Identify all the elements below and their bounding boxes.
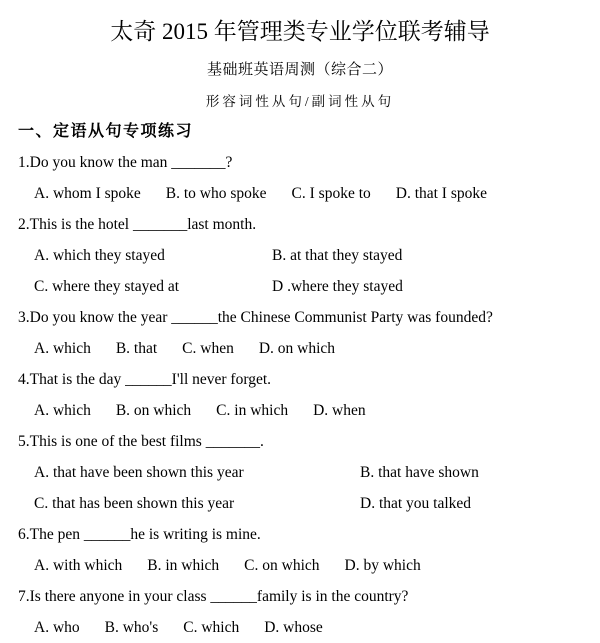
section-heading: 一、定语从句专项练习 <box>18 123 194 140</box>
options-row <box>18 457 582 488</box>
option: A. which <box>34 340 91 357</box>
document-subtitle: 基础班英语周测（综合二） <box>206 62 393 78</box>
question-stem: 6.The pen ______he is writing is mine. <box>18 526 261 543</box>
option: D. whose <box>264 619 323 636</box>
question-stem: 2.This is the hotel _______last month. <box>18 216 257 233</box>
options-row <box>18 178 582 209</box>
option: C. when <box>182 340 234 357</box>
option: B. that <box>115 340 158 357</box>
option: B. that have shown <box>360 464 479 481</box>
question-list <box>18 147 582 643</box>
question-6 <box>18 519 582 581</box>
options-row <box>18 271 582 302</box>
option: C. where they stayed at <box>34 278 180 295</box>
question-5 <box>18 426 582 519</box>
option: D. on which <box>258 340 336 357</box>
question-stem: 7.Is there anyone in your class ______family is in the country? <box>18 588 409 605</box>
options-row <box>18 395 582 426</box>
option: C. in which <box>216 402 289 419</box>
options-row <box>18 333 582 364</box>
option: C. I spoke to <box>291 185 371 202</box>
options-row <box>18 612 582 643</box>
option: C. that has been shown this year <box>34 495 235 512</box>
option: A. with which <box>34 557 123 574</box>
option: A. that have been shown this year <box>34 464 244 481</box>
options-row <box>18 488 582 519</box>
option: C. which <box>183 619 240 636</box>
option: D. that I spoke <box>395 185 488 202</box>
option: A. which <box>34 402 91 419</box>
option: A. which they stayed <box>34 247 165 264</box>
question-1 <box>18 147 582 209</box>
question-3 <box>18 302 582 364</box>
document-topic: 形容词性从句/副词性从句 <box>205 94 395 109</box>
question-stem: 4.That is the day ______I'll never forget. <box>18 371 272 388</box>
option: B. on which <box>115 402 192 419</box>
question-stem: 5.This is one of the best films _______. <box>18 433 264 450</box>
option: B. in which <box>147 557 220 574</box>
question-stem: 1.Do you know the man _______? <box>18 154 233 171</box>
option: C. on which <box>244 557 320 574</box>
option: B. who's <box>104 619 159 636</box>
option: D .where they stayed <box>272 278 403 295</box>
option: D. when <box>313 402 366 419</box>
question-4 <box>18 364 582 426</box>
options-row <box>18 550 582 581</box>
question-7 <box>18 581 582 643</box>
option: A. who <box>34 619 80 636</box>
options-row <box>18 240 582 271</box>
question-stem: 3.Do you know the year ______the Chinese Communist Party was founded? <box>18 309 493 326</box>
option: A. whom I spoke <box>34 185 141 202</box>
option: B. to who spoke <box>165 185 267 202</box>
document-title: 太奇 2015 年管理类专业学位联考辅导 <box>110 19 490 44</box>
option: B. at that they stayed <box>272 247 403 264</box>
option: D. that you talked <box>360 495 472 512</box>
option: D. by which <box>344 557 421 574</box>
question-2 <box>18 209 582 302</box>
